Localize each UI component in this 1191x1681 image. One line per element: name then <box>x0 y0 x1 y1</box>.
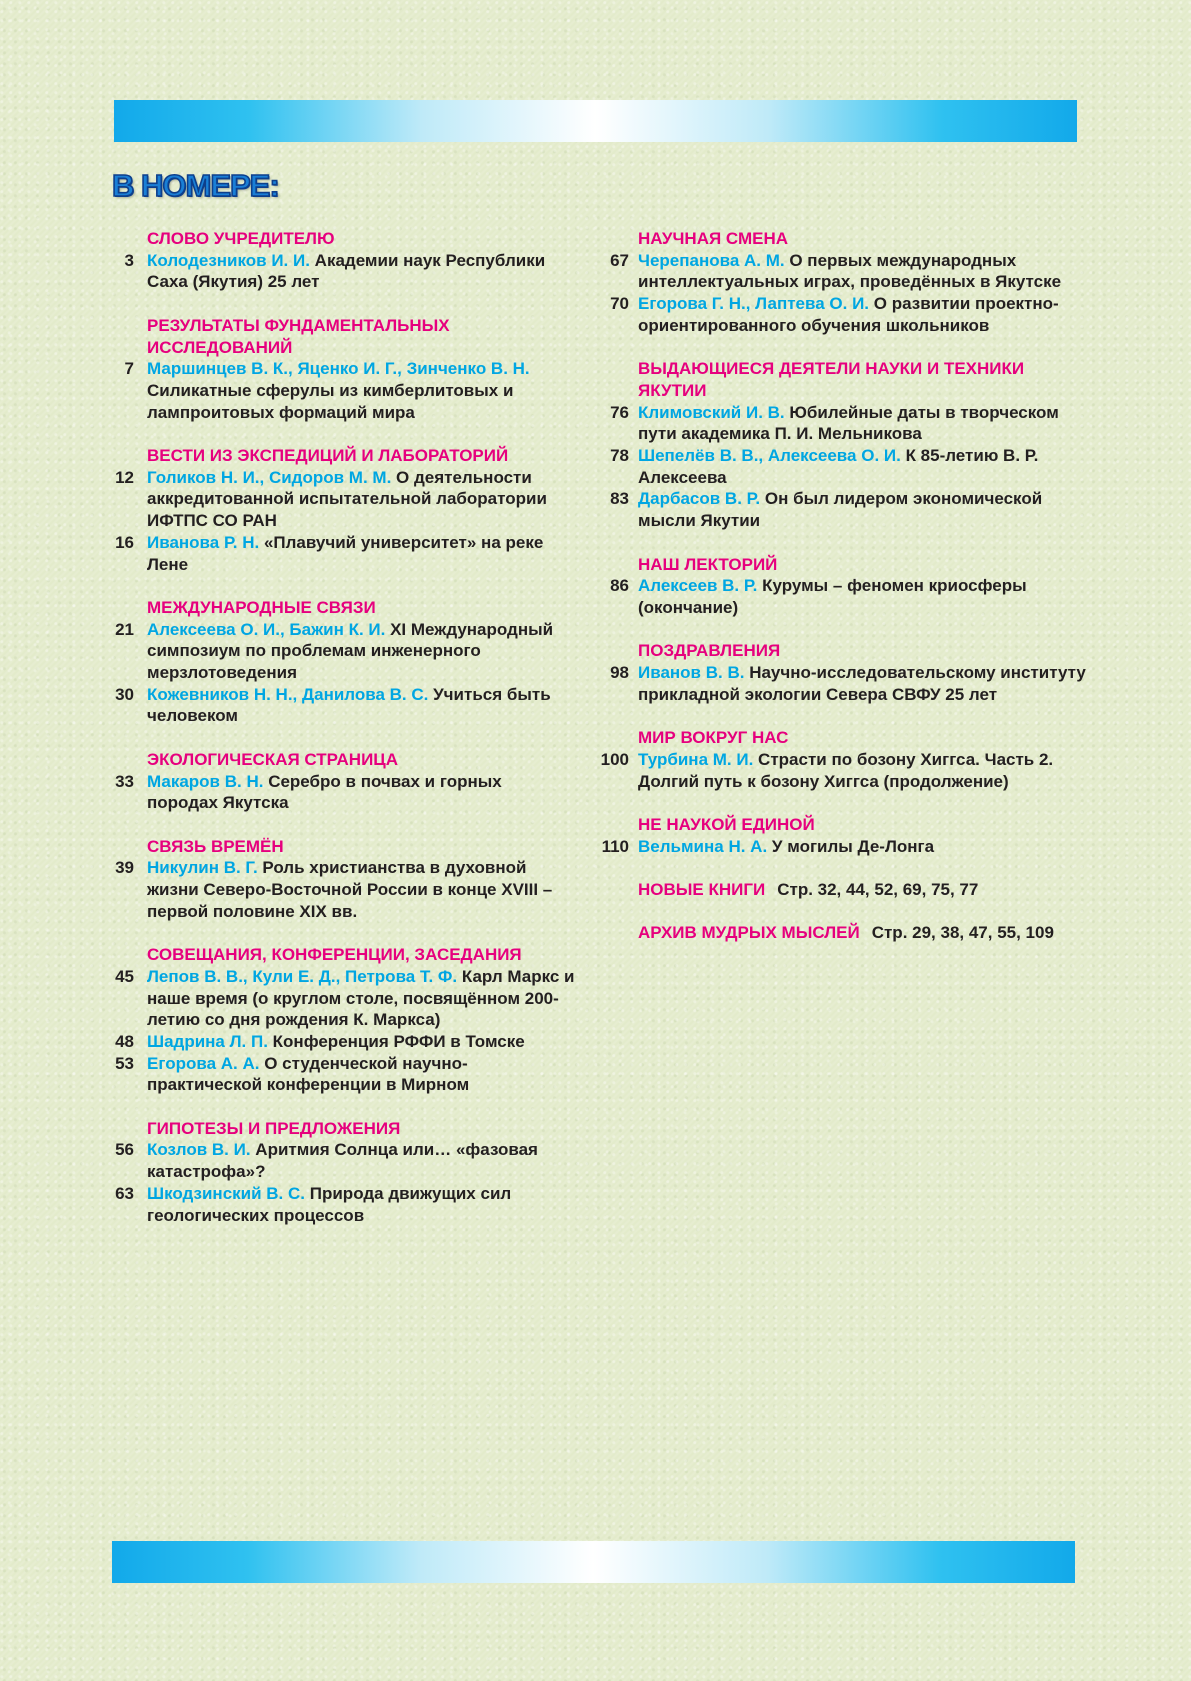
author: Иванова Р. Н. <box>147 532 260 552</box>
toc-entry[interactable] <box>106 857 576 922</box>
page-number: 53 <box>115 1053 134 1073</box>
article-title: Курумы – феномен криосферы (окончание) <box>638 576 1027 617</box>
toc-entry[interactable] <box>597 662 1087 705</box>
page-number: 83 <box>610 489 629 509</box>
section-new-books <box>597 879 1087 901</box>
author: Егорова Г. Н., Лаптева О. И. <box>638 294 870 314</box>
section <box>106 228 576 293</box>
author: Шепелёв В. В., Алексеева О. И. <box>638 446 901 466</box>
author: Козлов В. И. <box>147 1140 251 1160</box>
page-number: 30 <box>115 684 134 704</box>
author: Никулин В. Г. <box>147 858 258 878</box>
article-title: Конференция РФФИ в Томске <box>272 1031 525 1051</box>
author: Шадрина Л. П. <box>147 1031 268 1051</box>
toc-entry[interactable] <box>597 488 1087 531</box>
section-title: РЕЗУЛЬТАТЫ ФУНДАМЕНТАЛЬНЫХ ИССЛЕДОВАНИЙ <box>147 315 450 357</box>
page-number: 12 <box>115 467 134 487</box>
toc-entry[interactable] <box>106 684 576 727</box>
toc-entry[interactable] <box>597 836 1087 858</box>
section-wise-thoughts <box>597 922 1087 944</box>
toc-entry[interactable] <box>597 575 1087 618</box>
article-title: Серебро в почвах и горных породах Якутска <box>147 771 502 813</box>
toc-entry[interactable] <box>106 1053 576 1096</box>
page-number: 110 <box>601 836 629 856</box>
article-title: Силикатные сферулы из кимберлитовых и лампроитовых формаций мира <box>147 380 514 422</box>
section-title: СВЯЗЬ ВРЕМЁН <box>147 836 284 856</box>
toc-entry[interactable] <box>106 250 576 293</box>
author: Климовский И. В. <box>638 402 785 422</box>
author: Алексеева О. И., Бажин К. И. <box>147 619 386 639</box>
author: Иванов В. В. <box>638 663 745 683</box>
article-title: Академии наук Республики Саха (Якутия) 25 лет <box>147 250 546 292</box>
page-number: 7 <box>124 359 134 379</box>
article-title: Он был лидером экономической мысли Якутии <box>638 489 1043 531</box>
page-number: 3 <box>124 250 134 270</box>
section <box>106 1118 576 1227</box>
toc-entry[interactable] <box>106 467 576 532</box>
author: Дарбасов В. Р. <box>638 489 761 509</box>
article-title: Аритмия Солнца или… «фазовая катастрофа»? <box>147 1140 538 1182</box>
section <box>597 727 1087 792</box>
article-title: Роль христианства в духовной жизни Северо-Восточной России в конце XVIII – первой половине XIX вв. <box>147 858 553 921</box>
page-number: 39 <box>115 858 134 878</box>
article-title: К 85-летию В. Р. Алексеева <box>638 446 1039 487</box>
page-number: 45 <box>115 966 134 986</box>
article-title: О первых международных интеллектуальных играх, проведённых в Якутске <box>638 250 1062 292</box>
toc-entry[interactable] <box>597 250 1087 293</box>
section-title: МЕЖДУНАРОДНЫЕ СВЯЗИ <box>147 597 376 617</box>
page-title: В НОМЕРЕ: <box>112 168 279 203</box>
author: Черепанова А. М. <box>638 250 785 270</box>
toc-entry[interactable] <box>597 749 1087 792</box>
article-title: Страсти по бозону Хиггса. Часть 2. Долгий путь к бозону Хиггса (продолжение) <box>638 749 1054 791</box>
article-title: Юбилейные даты в творческом пути академика П. И. Мельникова <box>638 402 1059 444</box>
page-number: 67 <box>610 250 629 270</box>
wise-thoughts-line[interactable] <box>597 922 1087 944</box>
page-number: 98 <box>610 663 629 683</box>
section-title: ВЫДАЮЩИЕСЯ ДЕЯТЕЛИ НАУКИ И ТЕХНИКИ ЯКУТИИ <box>638 359 1025 400</box>
article-title: О студенческой научно-практической конференции в Мирном <box>147 1053 470 1095</box>
author: Алексеев В. Р. <box>638 576 758 596</box>
article-title: У могилы Де-Лонга <box>771 836 935 856</box>
section-title: ВЕСТИ ИЗ ЭКСПЕДИЦИЙ И ЛАБОРАТОРИЙ <box>147 446 509 465</box>
toc-entry[interactable] <box>597 293 1087 336</box>
toc-entry[interactable] <box>597 445 1087 488</box>
section <box>597 358 1087 532</box>
top-decorative-band <box>114 100 1077 142</box>
toc-entry[interactable] <box>106 358 576 423</box>
page-number: 21 <box>115 619 134 639</box>
section-title: НОВЫЕ КНИГИ <box>638 880 766 899</box>
toc-entry[interactable] <box>106 966 576 1031</box>
section-title: НАУЧНАЯ СМЕНА <box>638 229 789 248</box>
page-number: 78 <box>610 446 629 466</box>
page-number: 48 <box>115 1031 134 1051</box>
page-list: Стр. 29, 38, 47, 55, 109 <box>871 923 1054 943</box>
article-title: О деятельности аккредитованной испытательной лаборатории ИФТПС СО РАН <box>147 467 547 531</box>
page-number: 33 <box>115 771 134 791</box>
toc-entry[interactable] <box>106 1031 576 1053</box>
section-title: МИР ВОКРУГ НАС <box>638 728 789 748</box>
article-title: XI Международный симпозиум по проблемам инженерного мерзлотоведения <box>147 619 554 683</box>
toc-entry[interactable] <box>106 771 576 814</box>
section-title: ГИПОТЕЗЫ И ПРЕДЛОЖЕНИЯ <box>147 1118 401 1138</box>
section-title: ПОЗДРАВЛЕНИЯ <box>638 641 781 661</box>
section <box>597 814 1087 857</box>
section <box>597 228 1087 337</box>
section <box>106 749 576 814</box>
author: Вельмина Н. А. <box>638 836 768 856</box>
author: Егорова А. А. <box>147 1053 260 1073</box>
toc-entry[interactable] <box>597 402 1087 445</box>
section-title: НЕ НАУКОЙ ЕДИНОЙ <box>638 814 815 834</box>
section <box>597 640 1087 705</box>
author: Маршинцев В. К., Яценко И. Г., Зинченко В. Н. <box>147 359 530 379</box>
article-title: Карл Маркс и наше время (о круглом столе, посвящённом 200-летию со дня рождения К. Маркса) <box>147 966 575 1030</box>
page-number: 100 <box>600 749 629 769</box>
bottom-decorative-band <box>112 1541 1075 1583</box>
article-title: «Плавучий университет» на реке Лене <box>147 532 544 574</box>
section <box>106 597 576 727</box>
article-title: Научно-исследовательскому институту прикладной экологии Севера СВФУ 25 лет <box>638 663 1086 704</box>
toc-entry[interactable] <box>106 1139 576 1182</box>
section-title: НАШ ЛЕКТОРИЙ <box>638 554 778 574</box>
page-number: 70 <box>610 294 629 314</box>
right-column <box>597 228 1087 966</box>
author: Кожевников Н. Н., Данилова В. С. <box>147 684 429 704</box>
section-title: СЛОВО УЧРЕДИТЕЛЮ <box>147 229 335 248</box>
author: Шкодзинский В. С. <box>147 1183 306 1203</box>
page-number: 86 <box>610 576 629 596</box>
toc-entry[interactable] <box>106 1183 576 1226</box>
toc-entry[interactable] <box>106 619 576 684</box>
section <box>106 836 576 923</box>
section-title: СОВЕЩАНИЯ, КОНФЕРЕНЦИИ, ЗАСЕДАНИЯ <box>147 945 522 965</box>
page-number: 56 <box>115 1140 134 1160</box>
section <box>106 445 576 575</box>
page-number: 76 <box>610 402 629 422</box>
page-number: 16 <box>115 532 134 552</box>
toc-entry[interactable] <box>106 532 576 575</box>
section-title: АРХИВ МУДРЫХ МЫСЛЕЙ <box>638 923 860 943</box>
author: Голиков Н. И., Сидоров М. М. <box>147 467 392 487</box>
article-title: Учиться быть человеком <box>147 684 551 726</box>
new-books-line[interactable] <box>597 879 1087 901</box>
author: Лепов В. В., Кули Е. Д., Петрова Т. Ф. <box>147 966 458 986</box>
section <box>106 315 576 424</box>
page-number: 63 <box>115 1183 134 1203</box>
author: Макаров В. Н. <box>147 771 264 791</box>
left-column <box>106 228 576 1248</box>
page-list: Стр. 32, 44, 52, 69, 75, 77 <box>777 880 979 899</box>
author: Колодезников И. И. <box>147 250 310 270</box>
section-title: ЭКОЛОГИЧЕСКАЯ СТРАНИЦА <box>147 749 398 769</box>
article-title: Природа движущих сил геологических процессов <box>147 1183 512 1225</box>
author: Турбина М. И. <box>638 749 754 769</box>
section <box>106 944 576 1096</box>
section <box>597 554 1087 619</box>
article-title: О развитии проектно-ориентированного обучения школьников <box>638 294 1059 335</box>
